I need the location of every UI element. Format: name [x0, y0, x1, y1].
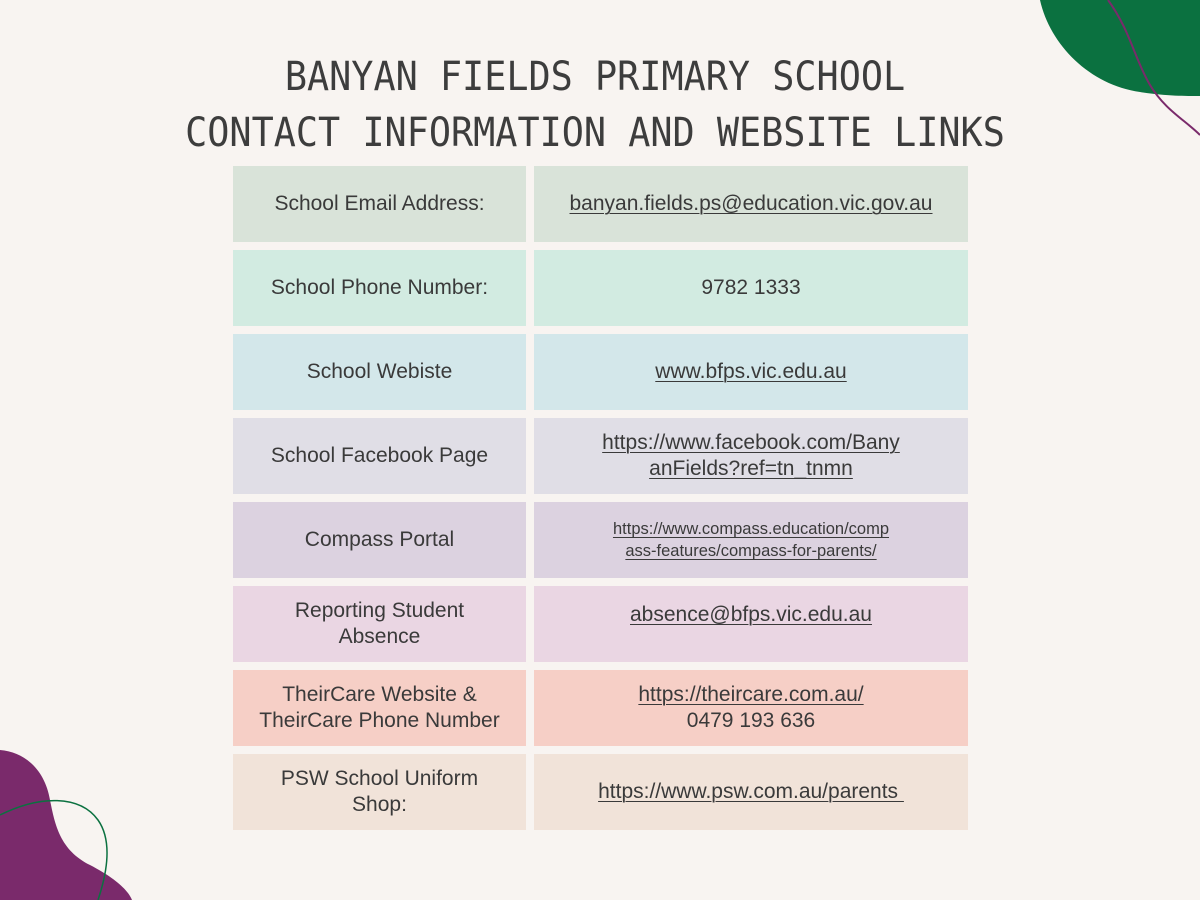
contact-row-phone [233, 250, 968, 326]
corner-decoration-bottom-left [0, 740, 140, 900]
website-link[interactable]: www.bfps.vic.edu.au [655, 360, 847, 383]
contact-row-uniform [233, 754, 968, 830]
email-value-cell [534, 166, 968, 242]
compass-value-cell [534, 502, 968, 578]
contact-row-facebook [233, 418, 968, 494]
title-line-2: CONTACT INFORMATION AND WEBSITE LINKS [185, 110, 1005, 157]
theircare-value-cell [534, 670, 968, 746]
email-label: School Email Address: [274, 192, 485, 215]
theircare-label-line-2: TheirCare Phone Number [259, 709, 500, 732]
facebook-link-line-2[interactable]: anFields?ref=tn_tnmn [649, 457, 853, 480]
phone-number: 9782 1333 [701, 276, 801, 299]
compass-label-cell [233, 502, 526, 578]
contact-row-absence [233, 586, 968, 662]
website-label: School Webiste [306, 360, 453, 383]
phone-label-cell [233, 250, 526, 326]
facebook-label: School Facebook Page [270, 444, 489, 467]
email-link[interactable]: banyan.fields.ps@education.vic.gov.au [569, 192, 933, 215]
contact-row-theircare [233, 670, 968, 746]
uniform-label-line-2: Shop: [352, 793, 407, 816]
absence-email-link[interactable]: absence@bfps.vic.edu.au [630, 603, 872, 626]
contact-row-compass [233, 502, 968, 578]
absence-value-cell [534, 586, 968, 662]
theircare-website-link[interactable]: https://theircare.com.au/ [638, 683, 864, 706]
absence-label-line-1: Reporting Student [294, 599, 465, 622]
title-line-1: BANYAN FIELDS PRIMARY SCHOOL [284, 54, 906, 101]
facebook-link-line-1[interactable]: https://www.facebook.com/Bany [602, 431, 900, 454]
email-label-cell [233, 166, 526, 242]
website-label-cell [233, 334, 526, 410]
theircare-label-line-1: TheirCare Website & [282, 683, 477, 706]
uniform-label-cell [233, 754, 526, 830]
contact-row-email [233, 166, 968, 242]
phone-value-cell [534, 250, 968, 326]
absence-label-cell [233, 586, 526, 662]
compass-link-line-2[interactable]: ass-features/compass-for-parents/ [625, 542, 877, 560]
compass-label: Compass Portal [304, 528, 455, 551]
uniform-label-line-1: PSW School Uniform [280, 767, 479, 790]
facebook-value-cell [534, 418, 968, 494]
theircare-label-cell [233, 670, 526, 746]
compass-link-line-1[interactable]: https://www.compass.education/comp [612, 520, 890, 538]
facebook-label-cell [233, 418, 526, 494]
contact-row-website [233, 334, 968, 410]
contact-table [233, 166, 968, 838]
website-value-cell [534, 334, 968, 410]
theircare-phone-number: 0479 193 636 [686, 709, 816, 732]
uniform-value-cell [534, 754, 968, 830]
page-title [0, 49, 1190, 161]
absence-label-line-2: Absence [338, 625, 421, 648]
phone-label: School Phone Number: [270, 276, 489, 299]
uniform-shop-link[interactable]: https://www.psw.com.au/parents [598, 780, 904, 803]
